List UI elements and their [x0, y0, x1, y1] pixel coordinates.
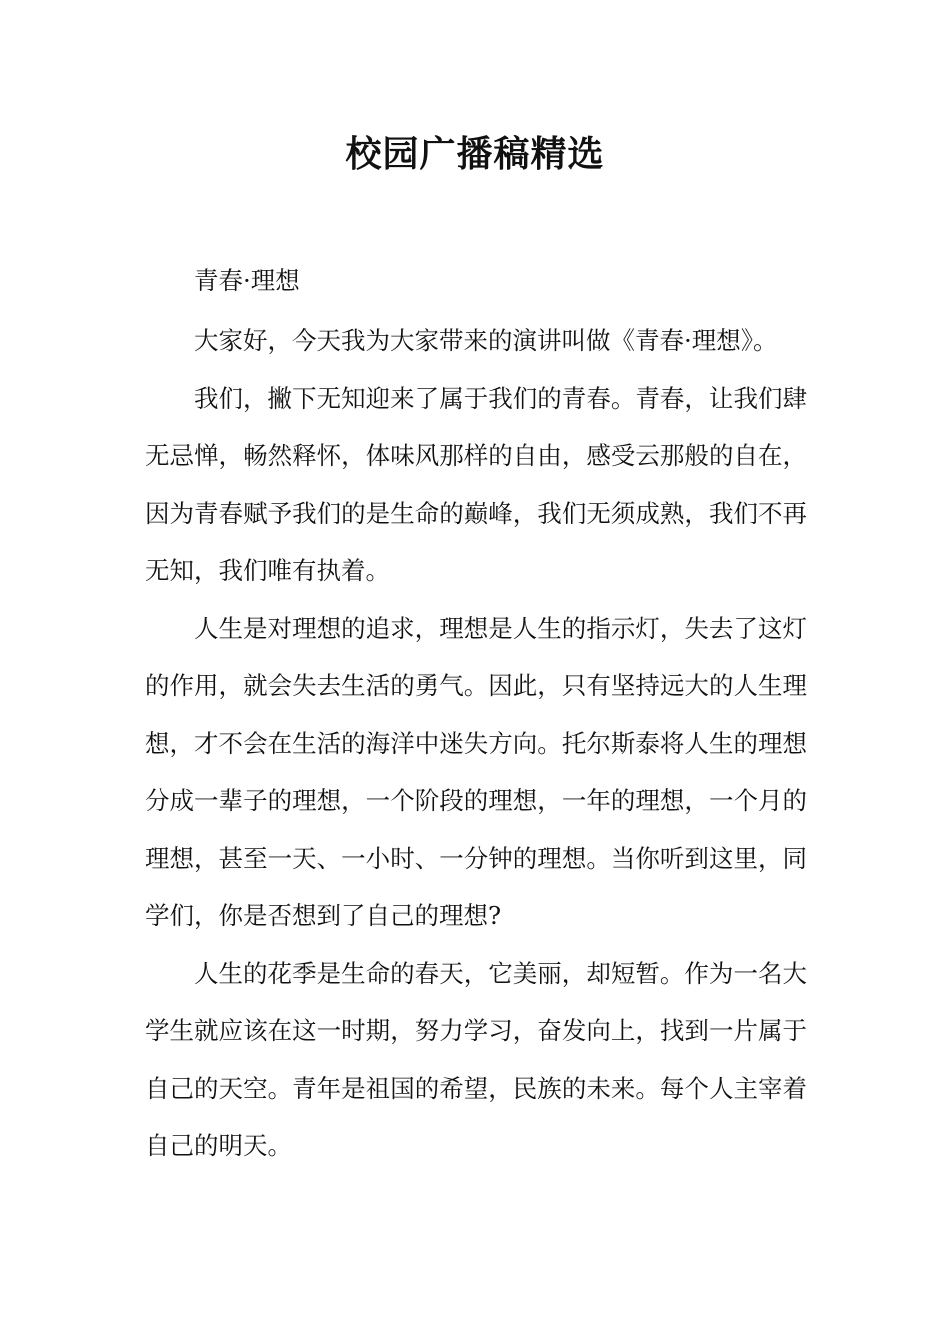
document-title: 校园广播稿精选 [345, 133, 605, 175]
paragraph-greeting: 大家好，今天我为大家带来的演讲叫做《青春·理想》。 [194, 326, 778, 355]
paragraph-season: 人生的花季是生命的春天，它美丽，却短暂。作为一名大学生就应该在这一时期，努力学习，奋发向上，找到一片属于自己的天空。青年是祖国的希望，民族的未来。每个人主宰着自己的明天。 [145, 958, 807, 1160]
speech-subtitle: 青春·理想 [194, 266, 300, 295]
document-body [145, 255, 807, 1175]
paragraph-youth: 我们，撇下无知迎来了属于我们的青春。青春，让我们肆无忌惮，畅然释怀，体味风那样的自由，感受云那般的自在，因为青春赋予我们的是生命的巅峰，我们无须成熟，我们不再无知，我们唯有执着。 [145, 383, 807, 585]
paragraph-ideals: 人生是对理想的追求，理想是人生的指示灯，失去了这灯的作用，就会失去生活的勇气。因此，只有坚持远大的人生理想，才不会在生活的海洋中迷失方向。托尔斯泰将人生的理想分成一辈子的理想，一个阶段的理想，一年的理想，一个月的理想，甚至一天、一小时、一分钟的理想。当你听到这里，同学们，你是否想到了自己的理想? [145, 613, 807, 930]
